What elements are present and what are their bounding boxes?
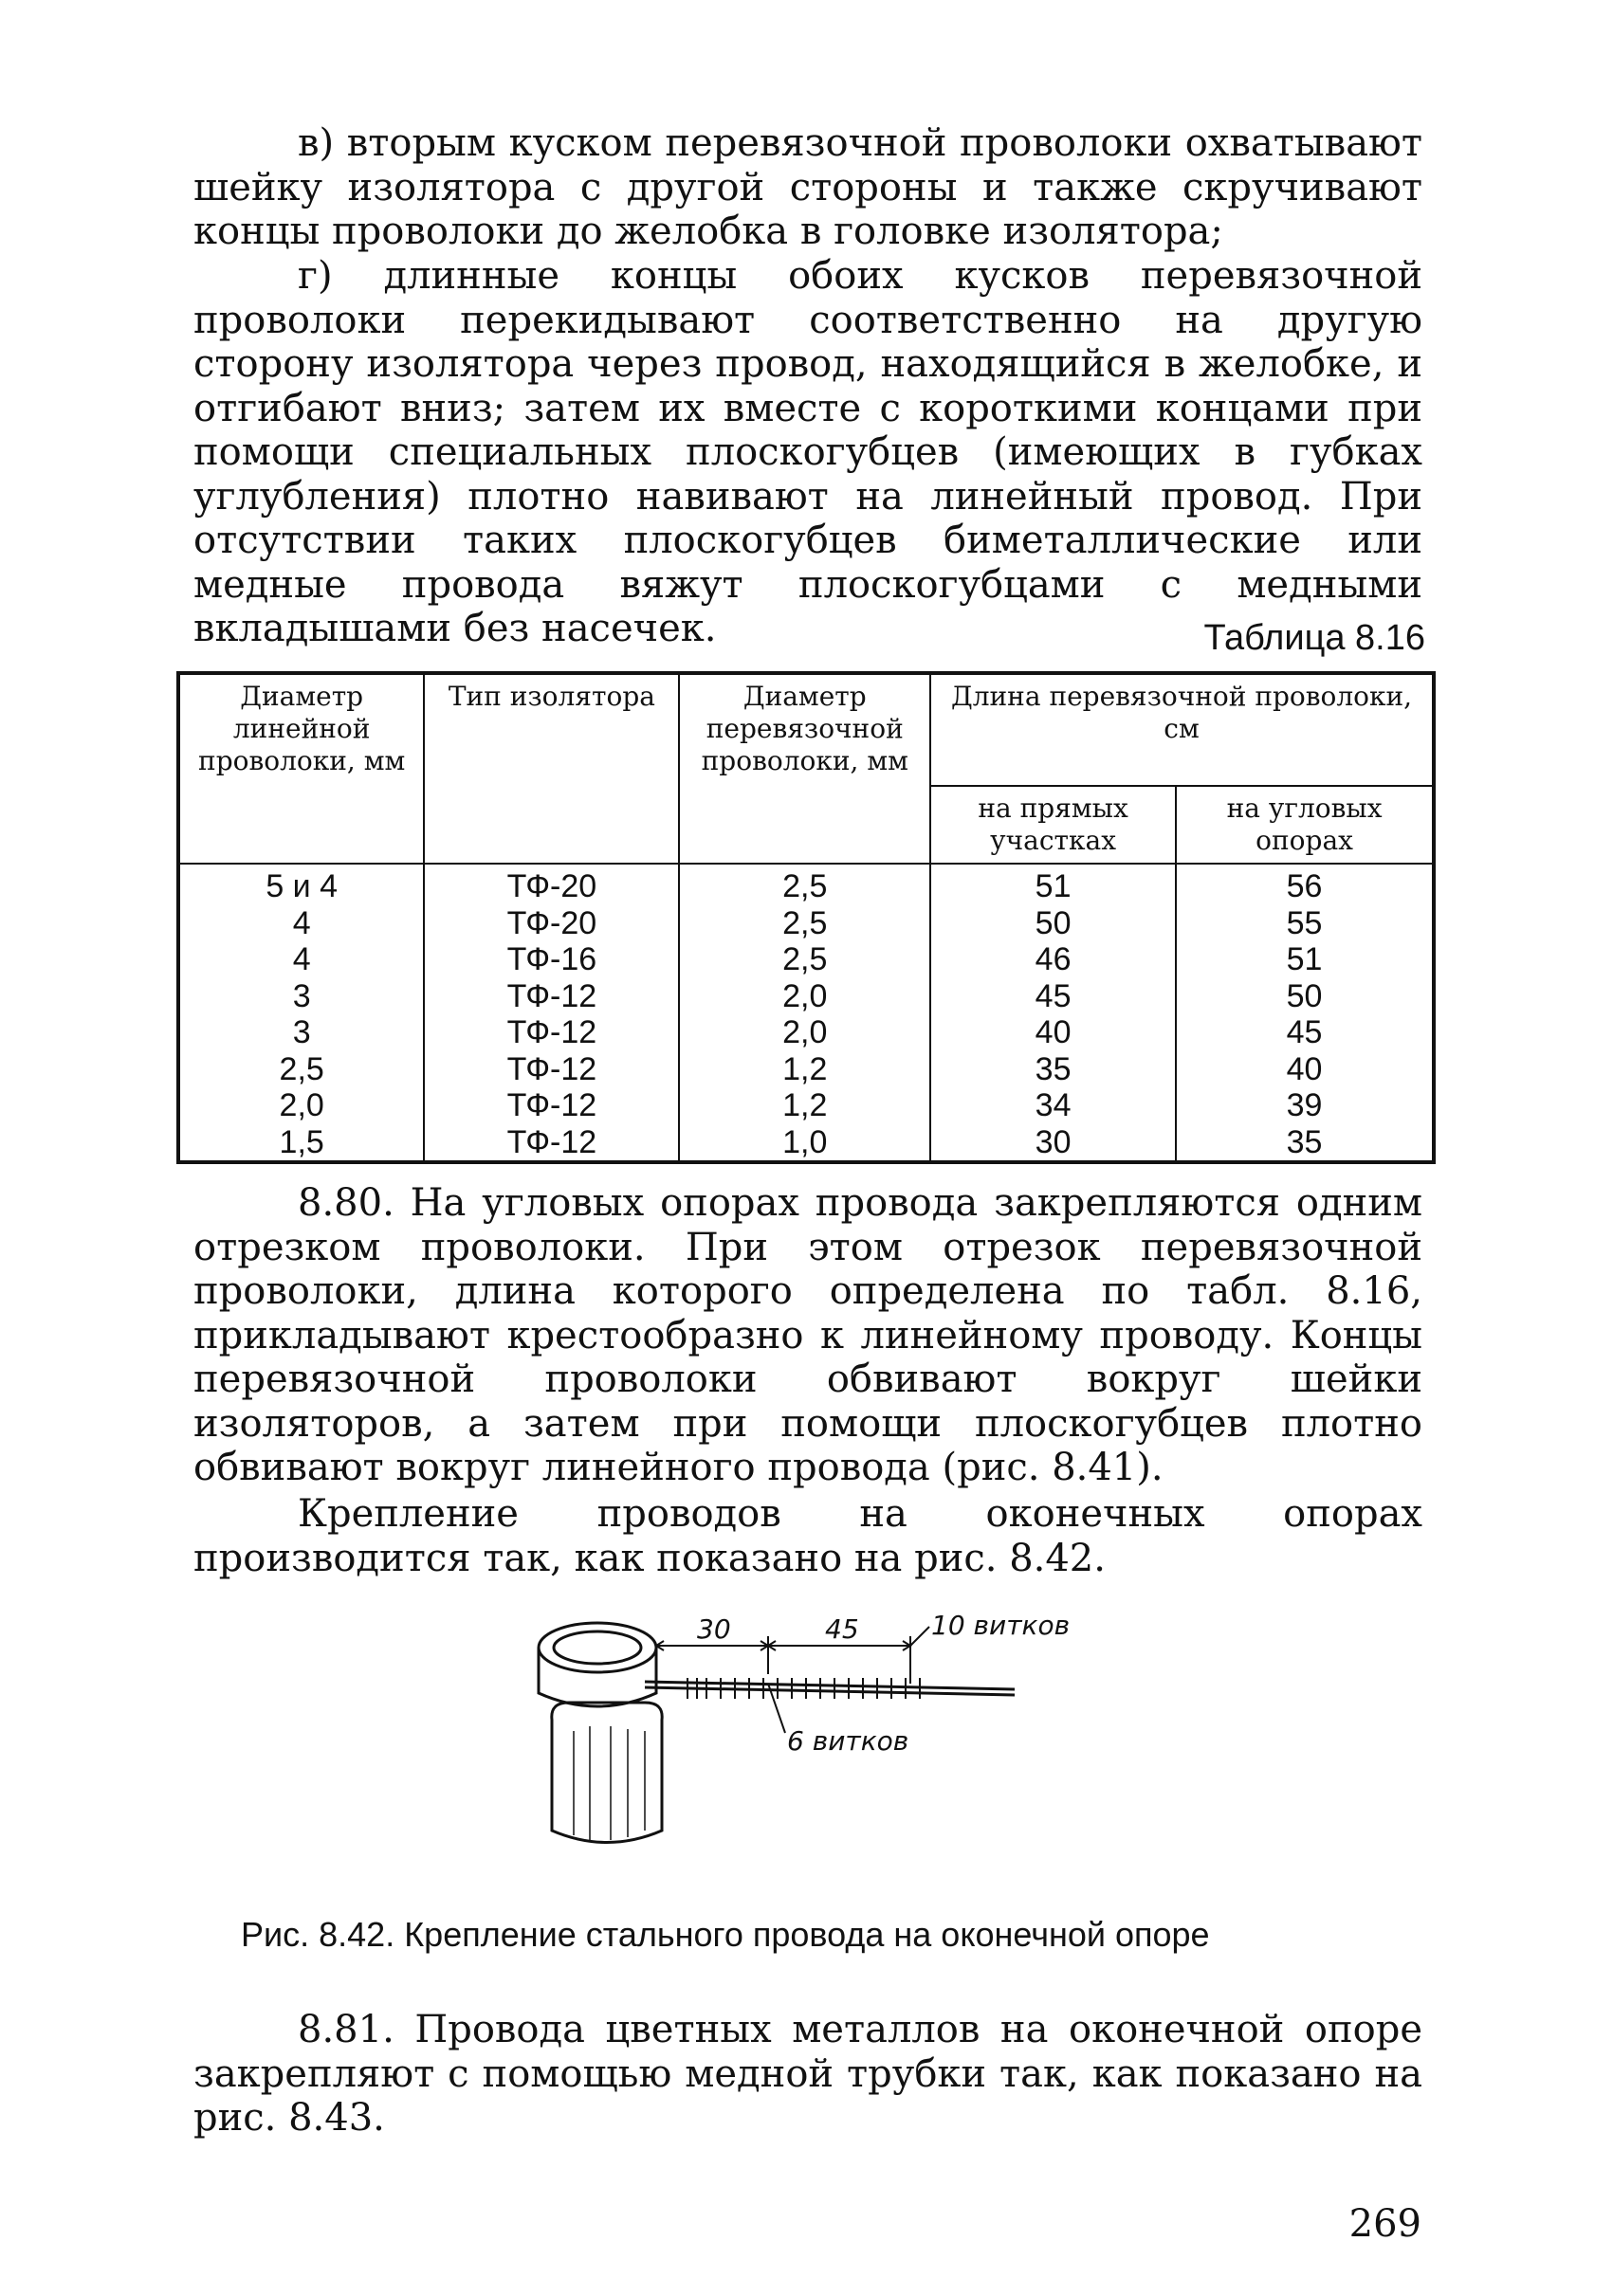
table-row	[178, 941, 1434, 978]
cell-corner: 39	[1176, 1087, 1434, 1124]
cell-insulator: ТФ-12	[424, 1051, 679, 1088]
cell-corner: 40	[1176, 1051, 1434, 1088]
cell-insulator: ТФ-12	[424, 1124, 679, 1163]
table-caption: Таблица 8.16	[1203, 618, 1425, 658]
table-row	[178, 1014, 1434, 1051]
header-tie-diameter: Диаметр перевязочной проволоки, мм	[679, 673, 930, 864]
table-row	[178, 905, 1434, 942]
table-row	[178, 978, 1434, 1015]
dimension-lines	[656, 1636, 910, 1684]
cell-line-diameter: 5 и 4	[178, 864, 424, 905]
label-6-turns: 6 витков	[787, 1725, 909, 1757]
table-row	[178, 1087, 1434, 1124]
cell-line-diameter: 3	[178, 978, 424, 1015]
page-number: 269	[1348, 2202, 1421, 2246]
cell-line-diameter: 4	[178, 941, 424, 978]
cell-insulator: ТФ-20	[424, 905, 679, 942]
wire	[645, 1682, 1015, 1695]
cell-straight: 30	[930, 1124, 1176, 1163]
cell-straight: 34	[930, 1087, 1176, 1124]
cell-corner: 45	[1176, 1014, 1434, 1051]
paragraph-g: г) длинные концы обоих кусков перевязочной проволоки перекидывают соответственно на другую сторону изолятора через провод, находящийся в желобке, и отгибают вниз; затем их вместе с короткими концами при помощи специальных плоскогубцев (имеющих в губках углубления) плотно навивают на линейный провод. При отсутствии таких плоскогубцев биметаллические или медные провода вяжут плоскогубцами с медными вкладышами без насечек.	[193, 254, 1422, 650]
header-line-diameter: Диаметр линейной проволоки, мм	[178, 673, 424, 864]
header-insulator-type: Тип изолятора	[424, 673, 679, 864]
cell-insulator: ТФ-12	[424, 978, 679, 1015]
insulator-head-body	[539, 1648, 656, 1706]
cell-line-diameter: 1,5	[178, 1124, 424, 1163]
insulator-hatching	[574, 1726, 645, 1840]
cell-tie-diameter: 1,2	[679, 1051, 930, 1088]
cell-tie-diameter: 2,0	[679, 978, 930, 1015]
cell-tie-diameter: 1,0	[679, 1124, 930, 1163]
cell-line-diameter: 2,0	[178, 1087, 424, 1124]
cell-insulator: ТФ-12	[424, 1087, 679, 1124]
cell-line-diameter: 2,5	[178, 1051, 424, 1088]
cell-corner: 50	[1176, 978, 1434, 1015]
paragraph-8-81: 8.81. Провода цветных металлов на оконечной опоре закрепляют с помощью медной трубки так, как показано на рис. 8.43.	[193, 2008, 1422, 2140]
wire-length-table	[176, 671, 1436, 1164]
dimension-label-30: 30	[697, 1613, 731, 1645]
table-row	[178, 864, 1434, 905]
cell-corner: 56	[1176, 864, 1434, 905]
cell-insulator: ТФ-20	[424, 864, 679, 905]
cell-tie-diameter: 2,0	[679, 1014, 930, 1051]
paragraph-end-supports: Крепление проводов на оконечных опорах производится так, как показано на рис. 8.42.	[193, 1492, 1422, 1580]
cell-straight: 40	[930, 1014, 1176, 1051]
cell-insulator: ТФ-16	[424, 941, 679, 978]
cell-corner: 35	[1176, 1124, 1434, 1163]
cell-straight: 35	[930, 1051, 1176, 1088]
paragraph-8-80: 8.80. На угловых опорах провода закрепляются одним отрезком проволоки. При этом отрезок перевязочной проволоки, длина которого определена по табл. 8.16, прикладывают крестообразно к линейному проводу. Концы перевязочной проволоки обвивают вокруг шейки изоляторов, а затем при помощи плоскогубцев плотно обвивают вокруг линейного провода (рис. 8.41).	[193, 1181, 1422, 1489]
cell-corner: 51	[1176, 941, 1434, 978]
table-row	[178, 1051, 1434, 1088]
cell-tie-diameter: 2,5	[679, 905, 930, 942]
cell-line-diameter: 3	[178, 1014, 424, 1051]
insulator-figure	[531, 1608, 1100, 1883]
cell-straight: 46	[930, 941, 1176, 978]
header-straight-sections: на прямых участках	[930, 786, 1176, 864]
cell-insulator: ТФ-12	[424, 1014, 679, 1051]
cell-straight: 50	[930, 905, 1176, 942]
paragraph-v: в) вторым куском перевязочной проволоки охватывают шейку изолятора с другой стороны и также скручивают концы проволоки до желобка в головке изолятора;	[193, 121, 1422, 253]
cell-tie-diameter: 2,5	[679, 941, 930, 978]
cell-line-diameter: 4	[178, 905, 424, 942]
dimension-label-45: 45	[825, 1613, 859, 1645]
insulator-head-inner	[554, 1631, 641, 1664]
cell-straight: 51	[930, 864, 1176, 905]
header-corner-supports: на угловых опорах	[1176, 786, 1434, 864]
cell-tie-diameter: 2,5	[679, 864, 930, 905]
label-10-turns: 10 витков	[931, 1610, 1071, 1641]
table-row	[178, 1124, 1434, 1163]
cell-straight: 45	[930, 978, 1176, 1015]
header-tie-length: Длина перевязочной проволоки, см	[930, 673, 1434, 786]
cell-corner: 55	[1176, 905, 1434, 942]
figure-caption: Рис. 8.42. Крепление стального провода на оконечной опоре	[241, 1915, 1210, 1954]
cell-tie-diameter: 1,2	[679, 1087, 930, 1124]
